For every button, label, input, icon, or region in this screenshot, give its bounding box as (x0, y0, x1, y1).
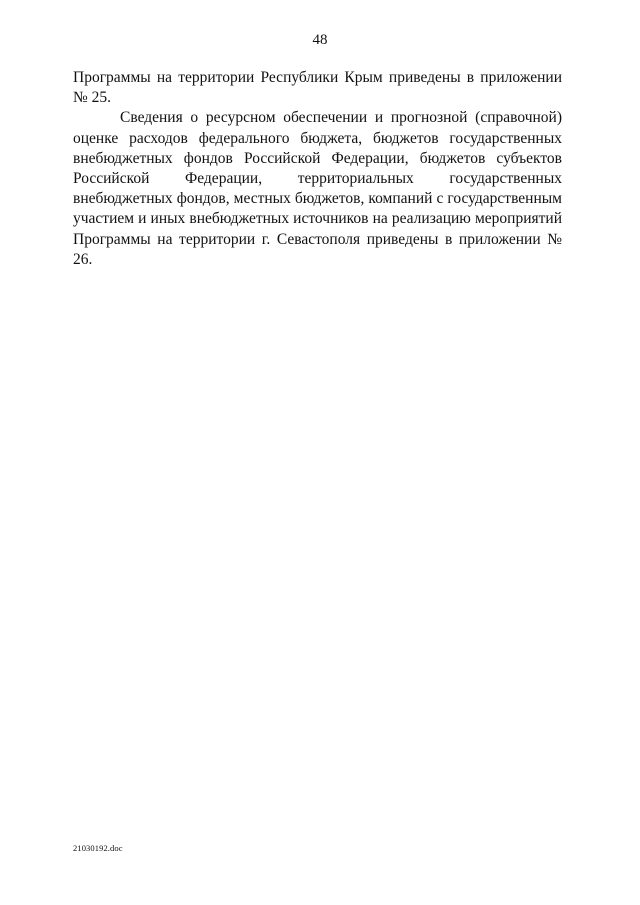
paragraph-resource-info: Сведения о ресурсном обеспечении и прогнозной (справочной) оценке расходов федерального бюджета, бюджетов государственных внебюджетных фондов Российской Федерации, бюджетов субъектов Российской Федерации, территориальных государственных внебюджетных фондов, местных бюджетов, компаний с государственным участием и иных внебюджетных источников на реализацию мероприятий Программы на территории г. Севастополя приведены в приложении № 26. (73, 109, 562, 268)
document-body (73, 68, 562, 270)
page-number: 48 (312, 32, 328, 48)
paragraph-continuation: Программы на территории Республики Крым приведены в приложении № 25. (73, 69, 562, 107)
file-reference: 21030192.doc (73, 843, 123, 853)
